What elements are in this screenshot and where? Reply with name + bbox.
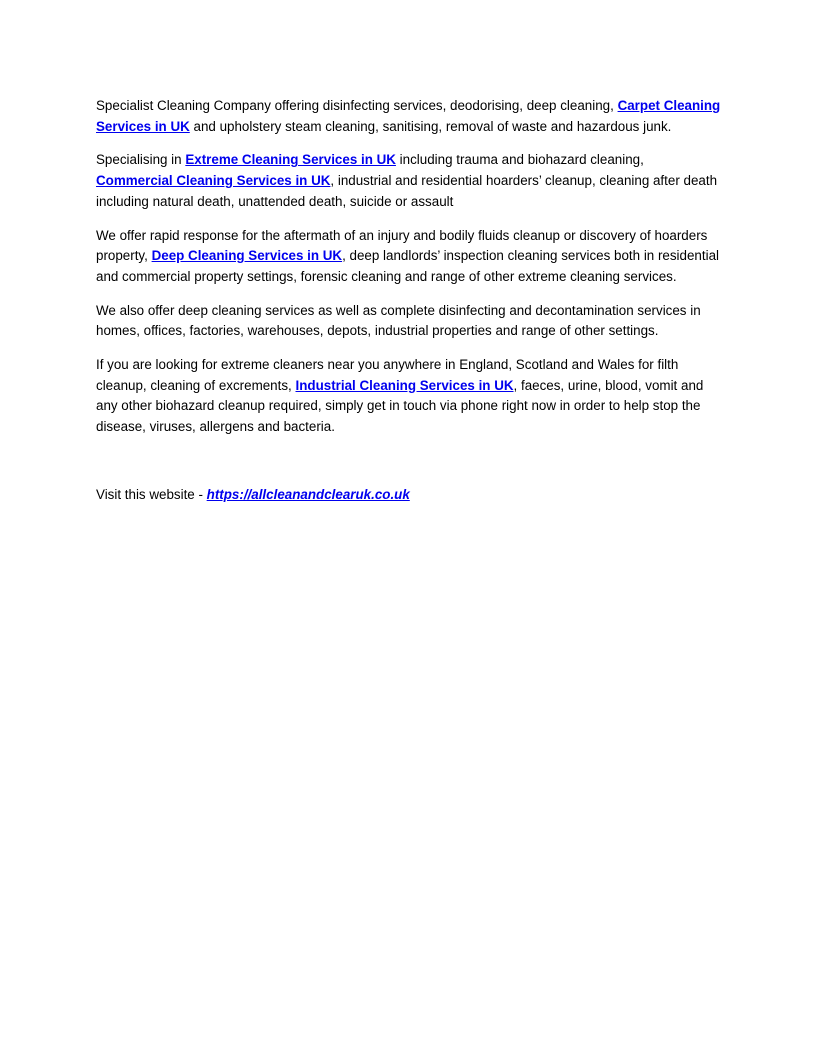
paragraph-text: and upholstery steam cleaning, sanitising, removal of waste and hazardous junk. — [189, 118, 672, 134]
website-link[interactable]: https://allcleanandclearuk.co.uk — [206, 486, 410, 502]
paragraph-disinfecting — [96, 301, 722, 342]
paragraph-text: , faeces, urine, blood, vomit and any other biohazard cleanup required, simply get in touch via phone right now in order to help stop the disease, viruses, allergens and bacteria. — [96, 377, 704, 435]
document-page — [96, 96, 722, 519]
visit-website-line — [96, 485, 722, 506]
paragraph-text: Specialist Cleaning Company offering disinfecting services, deodorising, deep cleaning, — [96, 98, 618, 113]
paragraph-text: Specialising in — [96, 152, 186, 168]
visit-label: Visit this website - — [96, 486, 207, 502]
carpet-cleaning-link[interactable]: Carpet Cleaning Services in UK — [96, 98, 721, 134]
paragraph-text: We offer rapid response for the aftermath of an injury and bodily fluids cleanup or discovery of hoarders property, — [96, 227, 708, 264]
paragraph-text: , deep landlords’ inspection cleaning services both in residential and commercial property settings, forensic cleaning and range of other extreme cleaning services. — [96, 248, 719, 284]
commercial-cleaning-link[interactable]: Commercial Cleaning Services in UK — [96, 173, 331, 189]
paragraph-specialising — [96, 150, 722, 212]
paragraph-intro — [96, 96, 722, 137]
paragraph-extreme-cleaners — [96, 355, 722, 438]
industrial-cleaning-link[interactable]: Industrial Cleaning Services in UK — [295, 377, 514, 393]
paragraph-text: We also offer deep cleaning services as well as complete disinfecting and decontamination services in homes, offices, factories, warehouses, depots, industrial properties and range of other settings. — [96, 302, 701, 339]
deep-cleaning-link[interactable]: Deep Cleaning Services in UK — [151, 248, 343, 264]
extreme-cleaning-link[interactable]: Extreme Cleaning Services in UK — [185, 152, 396, 168]
paragraph-text: including trauma and biohazard cleaning, — [395, 152, 644, 168]
paragraph-text: , industrial and residential hoarders’ cleanup, cleaning after death including natural death, unattended death, suicide or assault — [96, 173, 718, 209]
paragraph-rapid-response — [96, 226, 722, 288]
paragraph-text: If you are looking for extreme cleaners near you anywhere in England, Scotland and Wales for filth cleanup, cleaning of excrements, — [96, 357, 679, 393]
